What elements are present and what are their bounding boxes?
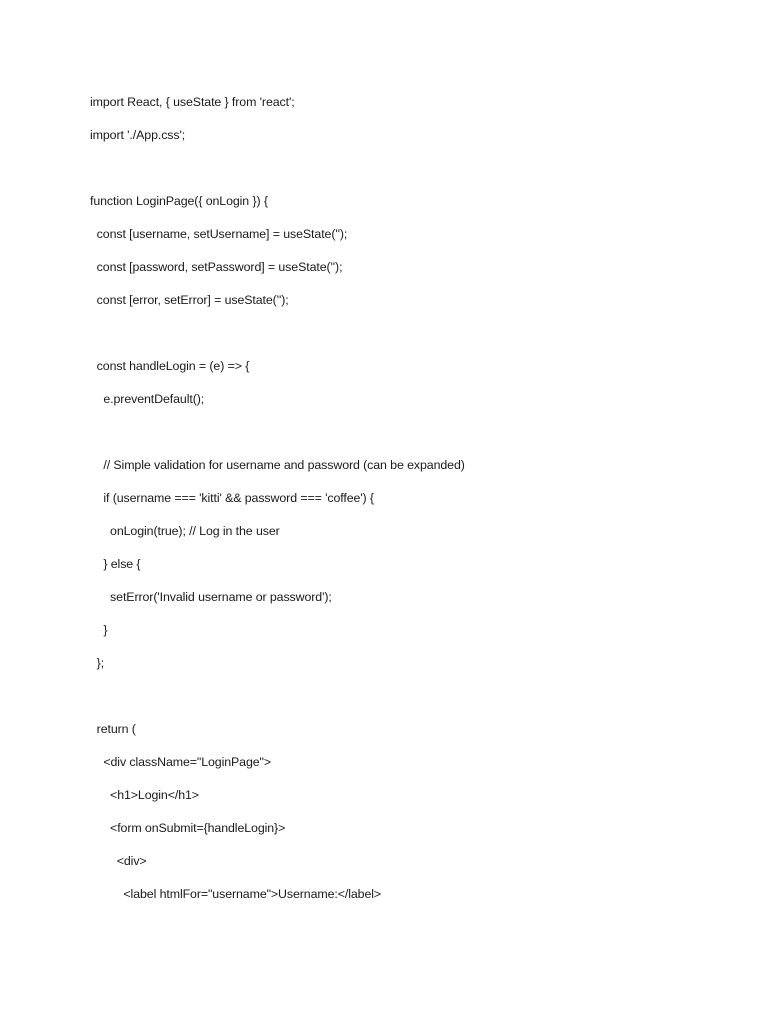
code-line: import React, { useState } from 'react';	[90, 95, 295, 109]
code-line	[90, 421, 730, 454]
code-line: <div className="LoginPage">	[90, 755, 271, 769]
code-line: };	[90, 656, 105, 670]
code-line: onLogin(true); // Log in the user	[90, 524, 280, 538]
code-line	[90, 685, 730, 718]
code-line: <form onSubmit={handleLogin}>	[90, 821, 286, 835]
code-line: return (	[90, 722, 136, 736]
code-line: <div>	[90, 854, 147, 868]
code-line: // Simple validation for username and password (can be expanded)	[90, 458, 465, 472]
code-line: const handleLogin = (e) => {	[90, 359, 250, 373]
code-line: <h1>Login</h1>	[90, 788, 199, 802]
code-line: <label htmlFor="username">Username:</label>	[90, 887, 382, 901]
code-line: }	[90, 623, 108, 637]
code-block	[90, 91, 730, 916]
code-line	[90, 322, 730, 355]
code-line: import './App.css';	[90, 128, 186, 142]
code-line: const [username, setUsername] = useState('');	[90, 227, 348, 241]
code-line: if (username === 'kitti' && password === 'coffee') {	[90, 491, 374, 505]
code-line: setError('Invalid username or password');	[90, 590, 332, 604]
code-line: const [password, setPassword] = useState('');	[90, 260, 343, 274]
code-line: function LoginPage({ onLogin }) {	[90, 194, 268, 208]
code-line: const [error, setError] = useState('');	[90, 293, 289, 307]
code-line: e.preventDefault();	[90, 392, 205, 406]
code-line: } else {	[90, 557, 141, 571]
code-line	[90, 157, 730, 190]
